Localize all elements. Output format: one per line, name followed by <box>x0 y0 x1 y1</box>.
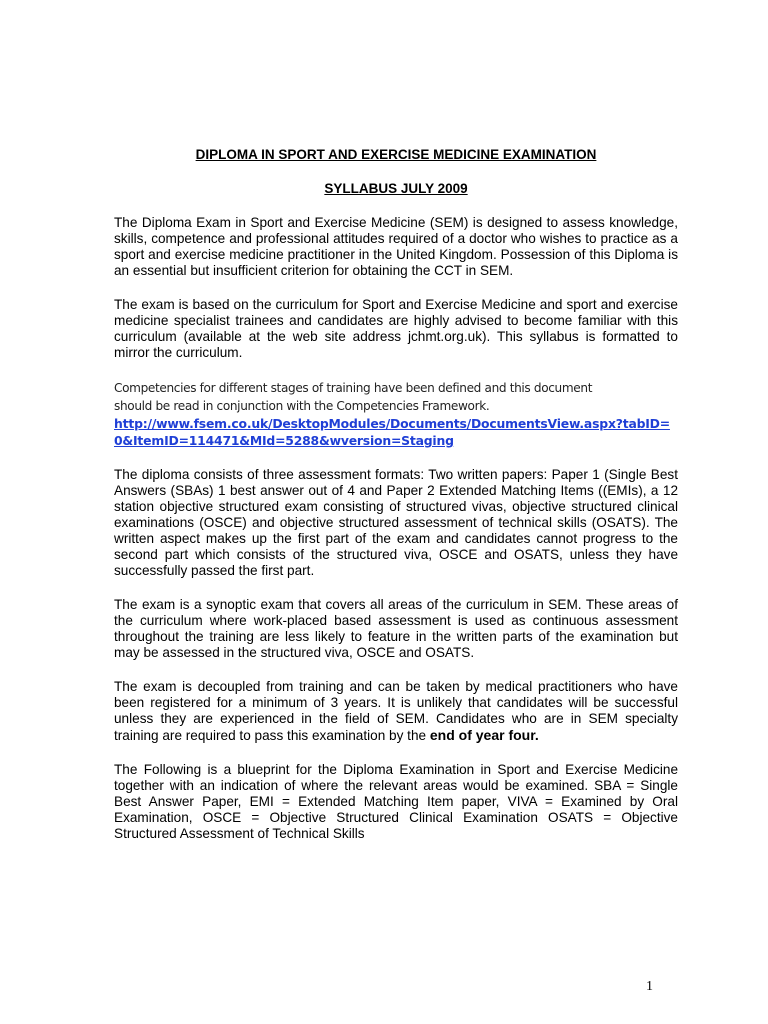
page-number: 1 <box>646 979 653 994</box>
paragraph-curriculum: The exam is based on the curriculum for Sport and Exercise Medicine and sport and exercise medicine specialist trainees and candidates are highly advised to become familiar with this curriculum (available at the web site address jchmt.org.uk). This syllabus is formatted to mirror the curriculum. <box>114 297 678 360</box>
document-body <box>114 147 678 860</box>
paragraph-assessment-formats: The diploma consists of three assessment formats: Two written papers: Paper 1 (Single Best Answers (SBAs) 1 best answer out of 4 and Paper 2 Extended Matching Items ((EMIs), a 12 station objective structured exam consisting of structured vivas, objective structured clinical examinations (OSCE) and objective structured assessment of technical skills (OSATS). The written aspect makes up the first part of the exam and candidates cannot progress to the second part which consists of the structured viva, OSCE and OSATS, unless they have successfully passed the first part. <box>114 467 678 578</box>
end-of-year-four: end of year four. <box>429 727 539 743</box>
competencies-line-2: should be read in conjunction with the Competencies Framework. <box>114 399 490 413</box>
paragraph-synoptic: The exam is a synoptic exam that covers all areas of the curriculum in SEM. These areas of the curriculum where work-placed based assessment is used as continuous assessment throughout the training are less likely to feature in the written parts of the examination but may be assessed in the structured viva, OSCE and OSATS. <box>114 597 678 660</box>
document-title: DIPLOMA IN SPORT AND EXERCISE MEDICINE EXAMINATION <box>195 147 597 162</box>
paragraph-blueprint: The Following is a blueprint for the Diploma Examination in Sport and Exercise Medicine together with an indication of where the relevant areas would be examined. SBA = Single Best Answer Paper, EMI = Extended Matching Item paper, VIVA = Examined by Oral Examination, OSCE = Objective Structured Clinical Examination OSATS = Objective Structured Assessment of Technical Skills <box>114 762 678 841</box>
paragraph-decoupled-text: The exam is decoupled from training and can be taken by medical practitioners who have been registered for a minimum of 3 years. It is unlikely that candidates will be successful unless they are experienced in the field of SEM. Candidates who are in SEM specialty training are required to pass this examination by the <box>114 679 678 743</box>
paragraph-intro: The Diploma Exam in Sport and Exercise Medicine (SEM) is designed to assess knowledge, skills, competence and professional attitudes required of a doctor who wishes to practice as a sport and exercise medicine practitioner in the United Kingdom. Possession of this Diploma is an essential but insufficient criterion for obtaining the CCT in SEM. <box>114 215 678 278</box>
paragraph-decoupled <box>114 679 678 744</box>
document-subtitle: SYLLABUS JULY 2009 <box>324 181 468 196</box>
fsem-document-link[interactable]: http://www.fsem.co.uk/DesktopModules/Documents/DocumentsView.aspx?tabID=0&ItemID=114471&MId=5288&wversion=Staging <box>114 416 670 448</box>
competencies-line-1: Competencies for different stages of training have been defined and this document <box>114 381 593 395</box>
